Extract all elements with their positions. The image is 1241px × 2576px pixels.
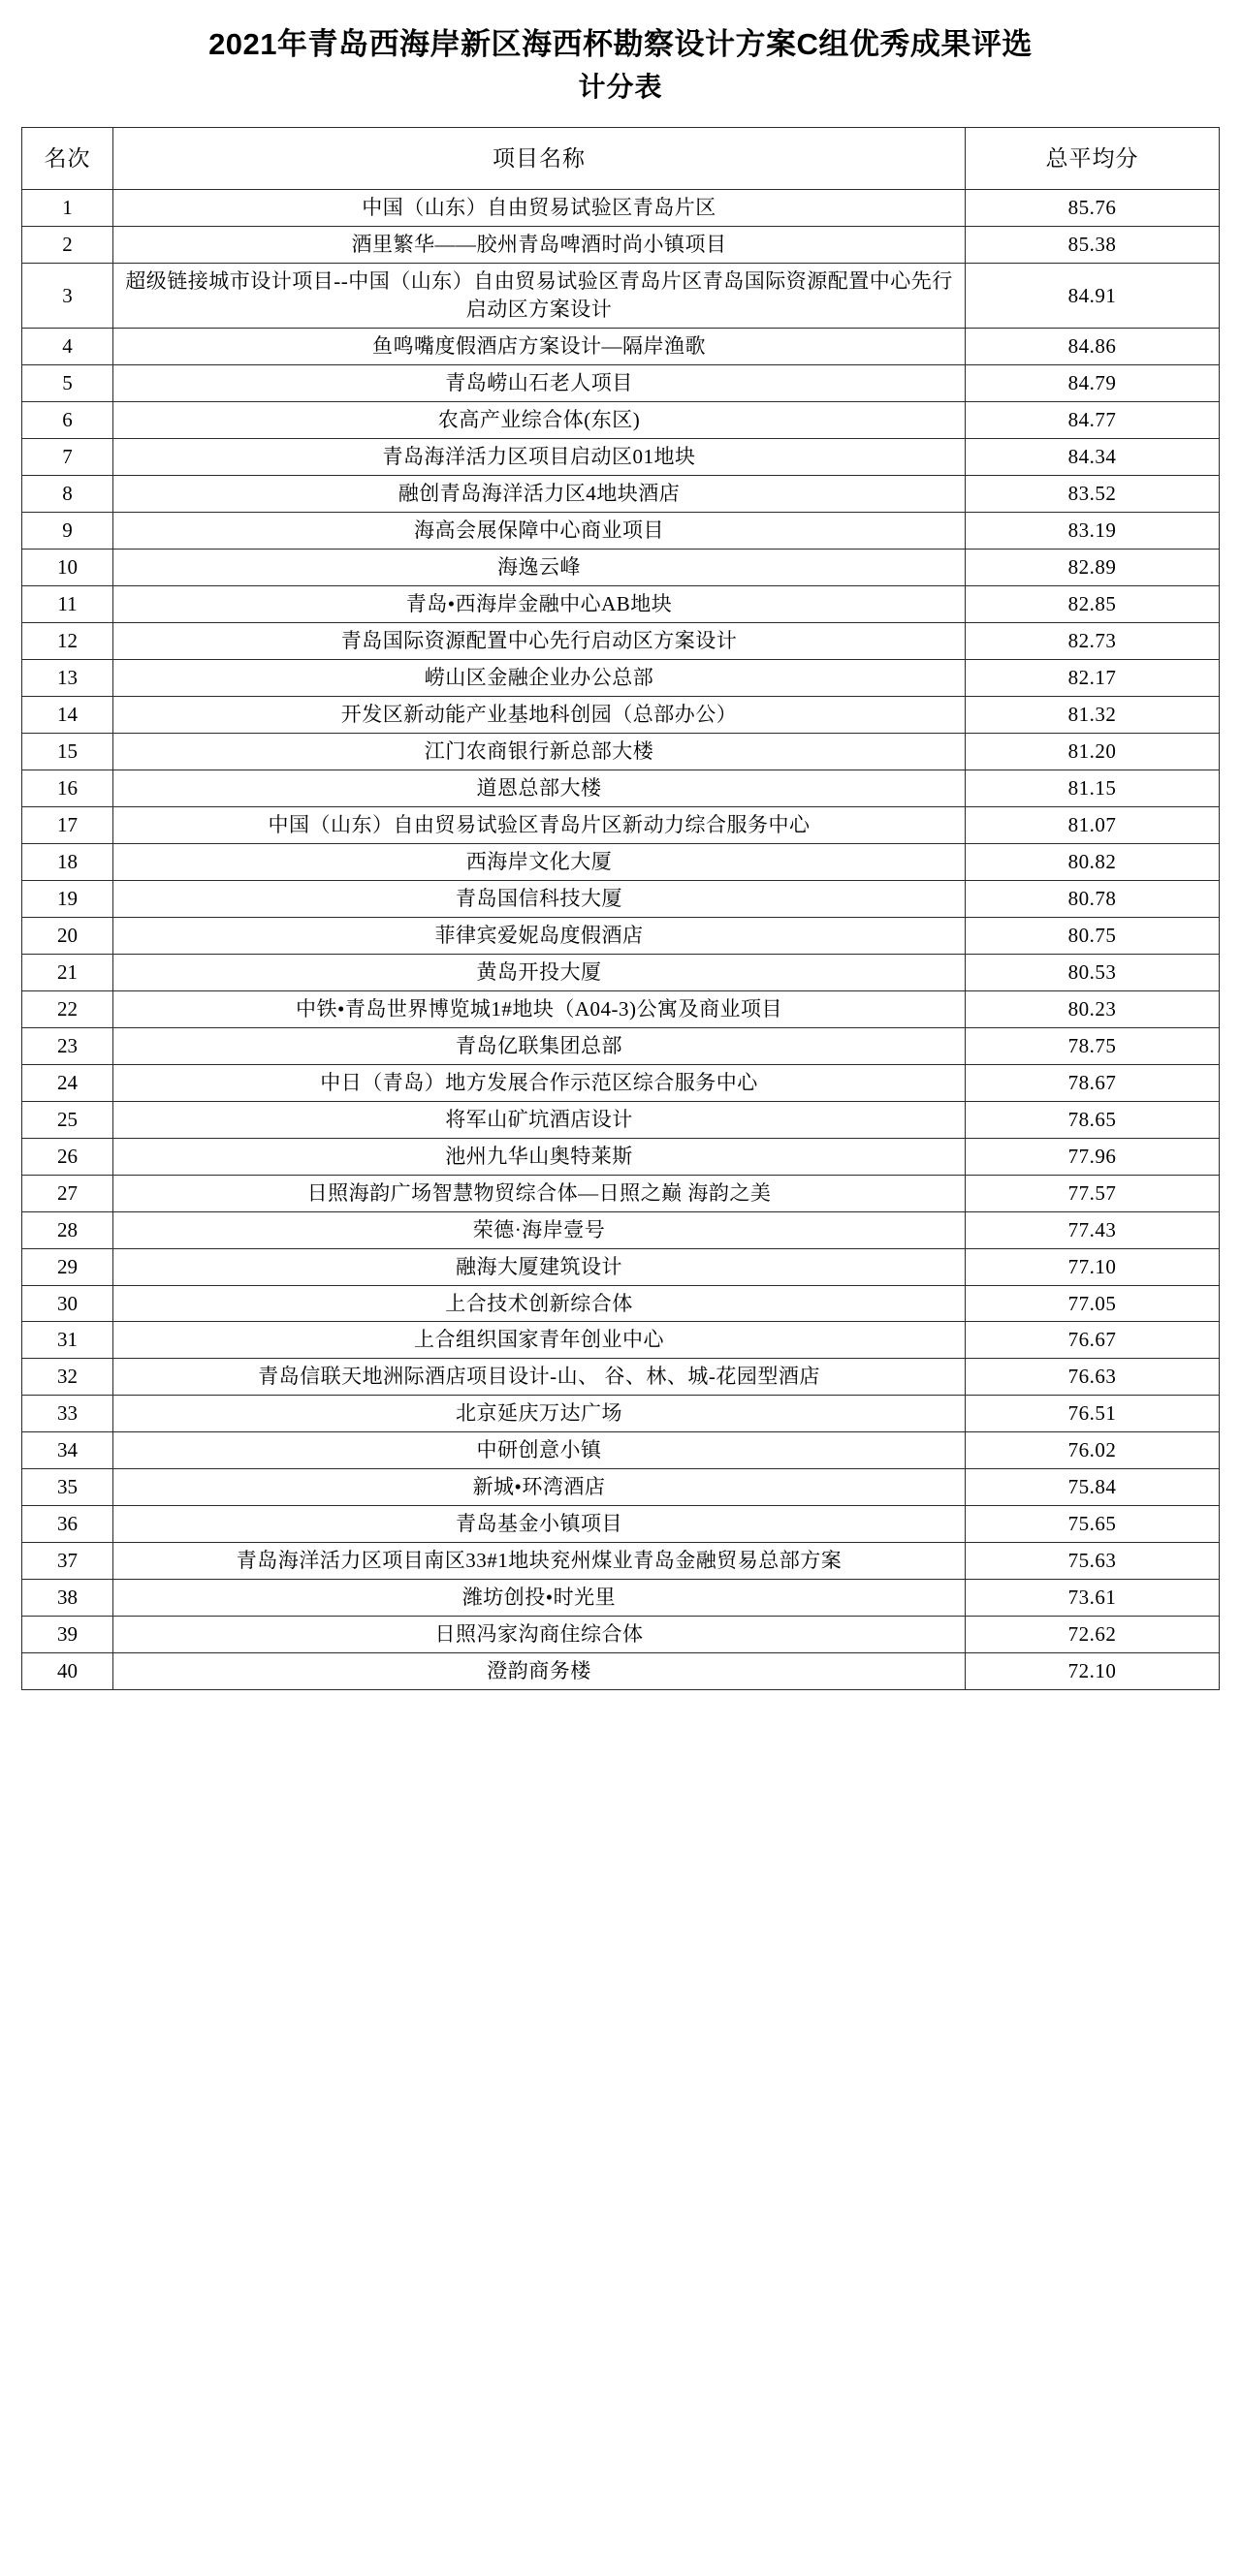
score-cell: 72.62 — [966, 1617, 1220, 1653]
rank-cell: 9 — [22, 513, 113, 550]
score-cell: 78.75 — [966, 1027, 1220, 1064]
rank-cell: 8 — [22, 476, 113, 513]
score-cell: 84.34 — [966, 439, 1220, 476]
project-name-cell: 酒里繁华——胶州青岛啤酒时尚小镇项目 — [113, 227, 966, 264]
project-name-cell: 菲律宾爱妮岛度假酒店 — [113, 917, 966, 954]
table-row — [22, 697, 1220, 734]
project-name-cell: 开发区新动能产业基地科创园（总部办公） — [113, 697, 966, 734]
project-name-cell: 融创青岛海洋活力区4地块酒店 — [113, 476, 966, 513]
table-row — [22, 1101, 1220, 1138]
column-header-name: 项目名称 — [113, 127, 966, 190]
score-cell: 73.61 — [966, 1580, 1220, 1617]
table-row — [22, 1432, 1220, 1469]
table-row — [22, 1506, 1220, 1543]
table-row — [22, 990, 1220, 1027]
rank-cell: 23 — [22, 1027, 113, 1064]
score-cell: 77.05 — [966, 1285, 1220, 1322]
rank-cell: 39 — [22, 1617, 113, 1653]
score-table — [21, 127, 1220, 1690]
project-name-cell: 海逸云峰 — [113, 550, 966, 586]
rank-cell: 40 — [22, 1653, 113, 1690]
rank-cell: 6 — [22, 402, 113, 439]
project-name-cell: 黄岛开投大厦 — [113, 954, 966, 990]
rank-cell: 32 — [22, 1359, 113, 1396]
table-row — [22, 227, 1220, 264]
rank-cell: 3 — [22, 264, 113, 329]
score-cell: 77.57 — [966, 1175, 1220, 1211]
table-row — [22, 1138, 1220, 1175]
score-cell: 85.76 — [966, 190, 1220, 227]
rank-cell: 29 — [22, 1248, 113, 1285]
rank-cell: 7 — [22, 439, 113, 476]
score-cell: 78.67 — [966, 1064, 1220, 1101]
table-row — [22, 806, 1220, 843]
table-row — [22, 733, 1220, 770]
page-subtitle: 计分表 — [578, 71, 663, 102]
project-name-cell: 超级链接城市设计项目--中国（山东）自由贸易试验区青岛片区青岛国际资源配置中心先行启动区方案设计 — [113, 264, 966, 329]
title-block — [21, 0, 1220, 115]
project-name-cell: 青岛海洋活力区项目启动区01地块 — [113, 439, 966, 476]
project-name-cell: 中研创意小镇 — [113, 1432, 966, 1469]
rank-cell: 21 — [22, 954, 113, 990]
table-row — [22, 190, 1220, 227]
rank-cell: 34 — [22, 1432, 113, 1469]
score-cell: 75.84 — [966, 1469, 1220, 1506]
project-name-cell: 融海大厦建筑设计 — [113, 1248, 966, 1285]
page-title: 2021年青岛西海岸新区海西杯勘察设计方案C组优秀成果评选 — [208, 27, 1033, 61]
project-name-cell: 青岛基金小镇项目 — [113, 1506, 966, 1543]
rank-cell: 35 — [22, 1469, 113, 1506]
project-name-cell: 上合技术创新综合体 — [113, 1285, 966, 1322]
table-row — [22, 1653, 1220, 1690]
rank-cell: 30 — [22, 1285, 113, 1322]
project-name-cell: 潍坊创投•时光里 — [113, 1580, 966, 1617]
table-row — [22, 264, 1220, 329]
table-row — [22, 1396, 1220, 1432]
table-row — [22, 513, 1220, 550]
rank-cell: 12 — [22, 623, 113, 660]
score-cell: 80.78 — [966, 880, 1220, 917]
rank-cell: 28 — [22, 1211, 113, 1248]
project-name-cell: 江门农商银行新总部大楼 — [113, 733, 966, 770]
rank-cell: 19 — [22, 880, 113, 917]
table-row — [22, 917, 1220, 954]
score-cell: 84.77 — [966, 402, 1220, 439]
rank-cell: 11 — [22, 586, 113, 623]
rank-cell: 27 — [22, 1175, 113, 1211]
table-row — [22, 1248, 1220, 1285]
score-cell: 76.51 — [966, 1396, 1220, 1432]
table-row — [22, 623, 1220, 660]
score-cell: 82.73 — [966, 623, 1220, 660]
score-cell: 76.67 — [966, 1322, 1220, 1359]
table-row — [22, 1211, 1220, 1248]
rank-cell: 25 — [22, 1101, 113, 1138]
score-cell: 76.63 — [966, 1359, 1220, 1396]
table-row — [22, 1322, 1220, 1359]
rank-cell: 33 — [22, 1396, 113, 1432]
rank-cell: 31 — [22, 1322, 113, 1359]
project-name-cell: 青岛海洋活力区项目南区33#1地块兖州煤业青岛金融贸易总部方案 — [113, 1543, 966, 1580]
table-row — [22, 1027, 1220, 1064]
table-row — [22, 770, 1220, 806]
table-row — [22, 660, 1220, 697]
project-name-cell: 池州九华山奥特莱斯 — [113, 1138, 966, 1175]
score-cell: 72.10 — [966, 1653, 1220, 1690]
table-row — [22, 329, 1220, 365]
project-name-cell: 青岛国际资源配置中心先行启动区方案设计 — [113, 623, 966, 660]
project-name-cell: 西海岸文化大厦 — [113, 843, 966, 880]
column-header-score: 总平均分 — [966, 127, 1220, 190]
score-cell: 83.19 — [966, 513, 1220, 550]
table-row — [22, 586, 1220, 623]
rank-cell: 22 — [22, 990, 113, 1027]
score-cell: 82.17 — [966, 660, 1220, 697]
rank-cell: 18 — [22, 843, 113, 880]
project-name-cell: 青岛崂山石老人项目 — [113, 365, 966, 402]
project-name-cell: 新城•环湾酒店 — [113, 1469, 966, 1506]
rank-cell: 5 — [22, 365, 113, 402]
table-row — [22, 1580, 1220, 1617]
table-row — [22, 365, 1220, 402]
column-header-rank: 名次 — [22, 127, 113, 190]
rank-cell: 36 — [22, 1506, 113, 1543]
project-name-cell: 中日（青岛）地方发展合作示范区综合服务中心 — [113, 1064, 966, 1101]
table-row — [22, 1285, 1220, 1322]
table-row — [22, 439, 1220, 476]
score-cell: 81.20 — [966, 733, 1220, 770]
rank-cell: 13 — [22, 660, 113, 697]
project-name-cell: 青岛信联天地洲际酒店项目设计-山、 谷、林、城-花园型酒店 — [113, 1359, 966, 1396]
score-cell: 81.15 — [966, 770, 1220, 806]
project-name-cell: 农高产业综合体(东区) — [113, 402, 966, 439]
project-name-cell: 中国（山东）自由贸易试验区青岛片区 — [113, 190, 966, 227]
score-cell: 76.02 — [966, 1432, 1220, 1469]
score-cell: 84.79 — [966, 365, 1220, 402]
score-cell: 80.82 — [966, 843, 1220, 880]
table-row — [22, 550, 1220, 586]
table-row — [22, 1617, 1220, 1653]
rank-cell: 4 — [22, 329, 113, 365]
table-row — [22, 1359, 1220, 1396]
project-name-cell: 北京延庆万达广场 — [113, 1396, 966, 1432]
score-cell: 80.53 — [966, 954, 1220, 990]
rank-cell: 20 — [22, 917, 113, 954]
score-cell: 83.52 — [966, 476, 1220, 513]
project-name-cell: 日照冯家沟商住综合体 — [113, 1617, 966, 1653]
table-row — [22, 1175, 1220, 1211]
project-name-cell: 荣德·海岸壹号 — [113, 1211, 966, 1248]
table-row — [22, 1469, 1220, 1506]
project-name-cell: 青岛•西海岸金融中心AB地块 — [113, 586, 966, 623]
project-name-cell: 海高会展保障中心商业项目 — [113, 513, 966, 550]
table-row — [22, 1543, 1220, 1580]
project-name-cell: 青岛亿联集团总部 — [113, 1027, 966, 1064]
rank-cell: 26 — [22, 1138, 113, 1175]
score-cell: 77.43 — [966, 1211, 1220, 1248]
rank-cell: 14 — [22, 697, 113, 734]
score-cell: 75.63 — [966, 1543, 1220, 1580]
score-cell: 75.65 — [966, 1506, 1220, 1543]
table-row — [22, 402, 1220, 439]
rank-cell: 15 — [22, 733, 113, 770]
rank-cell: 16 — [22, 770, 113, 806]
score-cell: 78.65 — [966, 1101, 1220, 1138]
table-row — [22, 843, 1220, 880]
score-cell: 82.85 — [966, 586, 1220, 623]
score-cell: 84.91 — [966, 264, 1220, 329]
project-name-cell: 鱼鸣嘴度假酒店方案设计—隔岸渔歌 — [113, 329, 966, 365]
score-cell: 80.23 — [966, 990, 1220, 1027]
project-name-cell: 日照海韵广场智慧物贸综合体—日照之巅 海韵之美 — [113, 1175, 966, 1211]
score-cell: 77.96 — [966, 1138, 1220, 1175]
table-row — [22, 476, 1220, 513]
rank-cell: 38 — [22, 1580, 113, 1617]
project-name-cell: 中国（山东）自由贸易试验区青岛片区新动力综合服务中心 — [113, 806, 966, 843]
table-row — [22, 1064, 1220, 1101]
table-row — [22, 954, 1220, 990]
project-name-cell: 澄韵商务楼 — [113, 1653, 966, 1690]
score-cell: 82.89 — [966, 550, 1220, 586]
rank-cell: 10 — [22, 550, 113, 586]
project-name-cell: 上合组织国家青年创业中心 — [113, 1322, 966, 1359]
score-cell: 81.07 — [966, 806, 1220, 843]
score-cell: 85.38 — [966, 227, 1220, 264]
rank-cell: 1 — [22, 190, 113, 227]
project-name-cell: 青岛国信科技大厦 — [113, 880, 966, 917]
project-name-cell: 将军山矿坑酒店设计 — [113, 1101, 966, 1138]
rank-cell: 2 — [22, 227, 113, 264]
score-cell: 77.10 — [966, 1248, 1220, 1285]
table-row — [22, 880, 1220, 917]
project-name-cell: 道恩总部大楼 — [113, 770, 966, 806]
table-body — [22, 190, 1220, 1690]
project-name-cell: 中铁•青岛世界博览城1#地块（A04-3)公寓及商业项目 — [113, 990, 966, 1027]
table-header-row — [22, 127, 1220, 190]
rank-cell: 37 — [22, 1543, 113, 1580]
score-cell: 81.32 — [966, 697, 1220, 734]
score-cell: 84.86 — [966, 329, 1220, 365]
project-name-cell: 崂山区金融企业办公总部 — [113, 660, 966, 697]
score-cell: 80.75 — [966, 917, 1220, 954]
rank-cell: 17 — [22, 806, 113, 843]
rank-cell: 24 — [22, 1064, 113, 1101]
